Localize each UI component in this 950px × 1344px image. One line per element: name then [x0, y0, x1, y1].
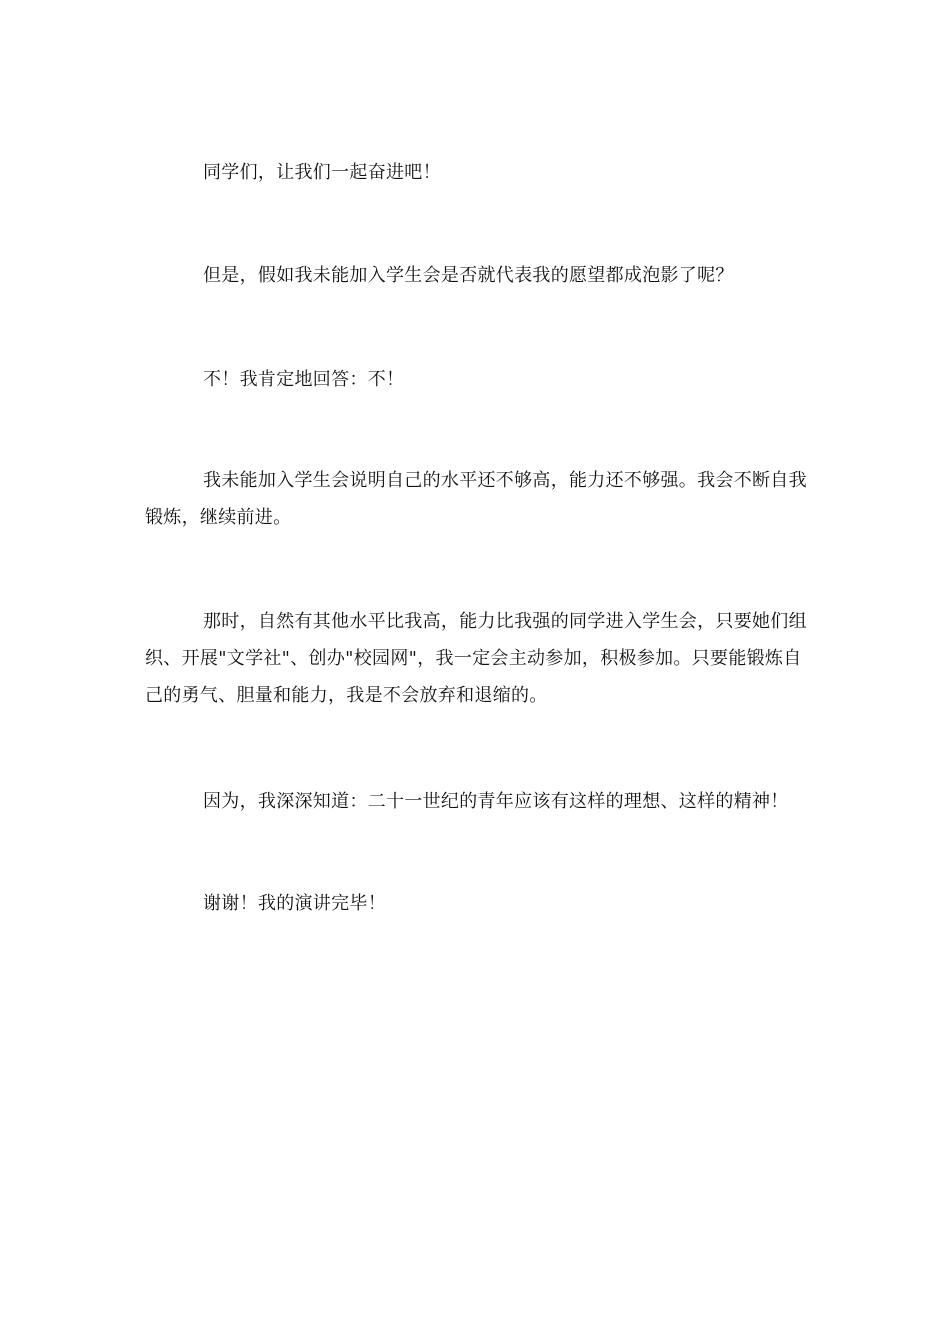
paragraph-closing: 谢谢！我的演讲完毕！: [203, 893, 386, 914]
paragraph-ideals: 因为，我深深知道：二十一世纪的青年应该有这样的理想、这样的精神！: [203, 791, 789, 812]
paragraph-answer: 不！我肯定地回答：不！: [203, 369, 405, 390]
paragraph-participation: 那时，自然有其他水平比我高，能力比我强的同学进入学生会，只要她们组织、开展"文学社"、创办"校园网"，我一定会主动参加，积极参加。只要能锻炼自己的勇气、胆量和能力，我是不会放弃和退缩的。: [145, 611, 807, 706]
paragraph-question: 但是，假如我未能加入学生会是否就代表我的愿望都成泡影了呢？: [203, 265, 734, 286]
paragraph-self-improvement: 我未能加入学生会说明自己的水平还不够高，能力还不够强。我会不断自我锻炼，继续前进。: [145, 470, 807, 528]
paragraph-call-to-action: 同学们，让我们一起奋进吧！: [203, 162, 441, 183]
